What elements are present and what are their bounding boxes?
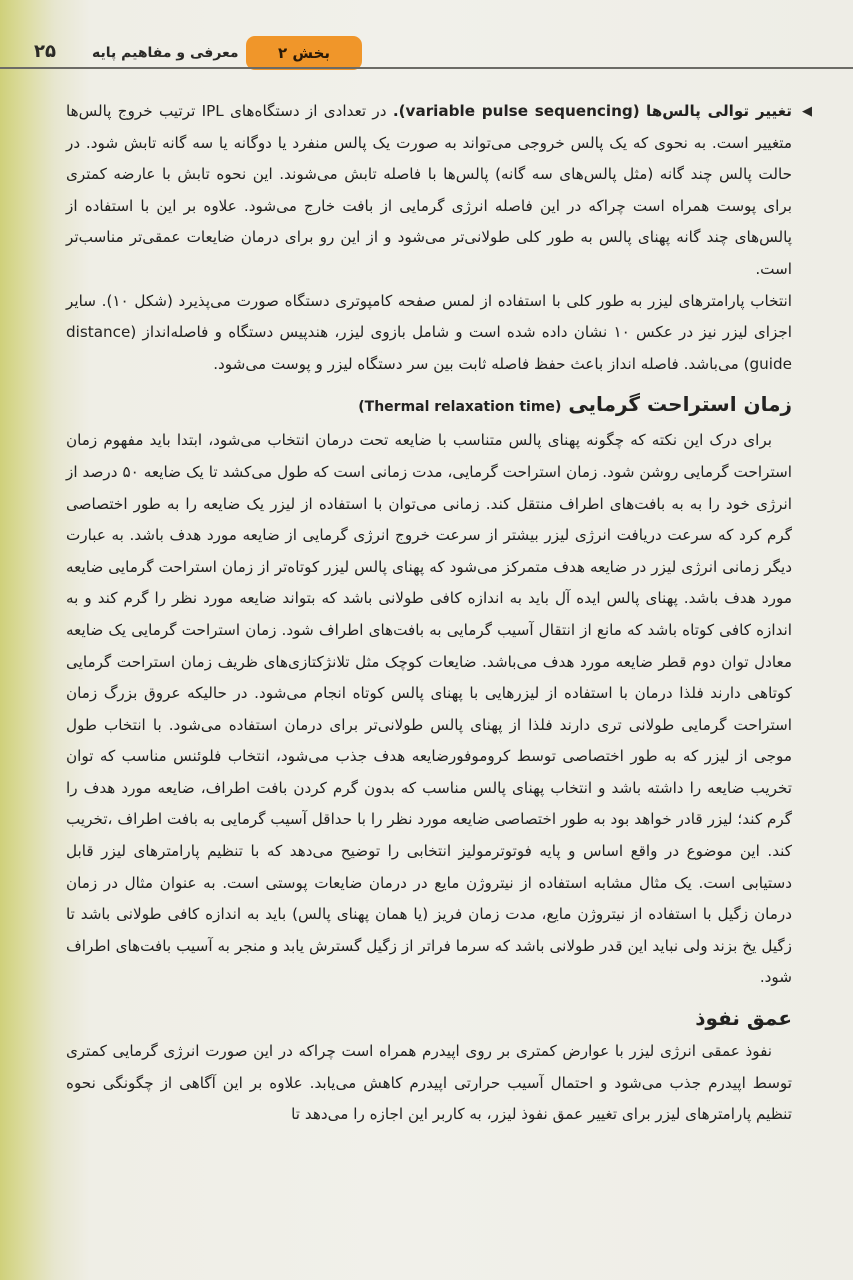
parameter-selection-paragraph: انتخاب پارامترهای لیزر به طور کلی با استفاده از لمس صفحه کامپوتری دستگاه صورت می‌پذیرد (شکل ۱۰). سایر اجزای لیزر نیز در عکس ۱۰ نشان داده شده است و شامل بازوی لیزر، هندپیس دستگاه و فاصله‌انداز (distance guide) می‌باشد. فاصله انداز باعث حفظ فاصله ثابت بین سر دستگاه لیزر و پوست می‌شود.: [66, 291, 792, 373]
thermal-relaxation-latin: (Thermal relaxation time): [358, 399, 562, 416]
thermal-relaxation-title: زمان استراحت گرمایی: [568, 392, 792, 417]
thermal-relaxation-paragraph: برای درک این نکته که چگونه پهنای پالس متناسب با ضایعه تحت درمان انتخاب می‌شود، ابتدا باید مفهوم زمان استراحت گرمایی روشن شود. زمان استراحت گرمایی، مدت زمانی است که طول می‌کشد تا یک ضایعه ۵۰ درصد از انرژی خود را به به بافت‌های اطراف منتقل کند. زمانی می‌توان با استفاده از لیزر یک ضایعه را به طور اختصاصی گرم کرد که سرعت دریافت انرژی لیزر بیشتر از سرعت خروج انرژی گرمایی از ضایعه مورد هدف باشد. به عبارت دیگر زمانی انرژی لیزر در ضایعه هدف متمرکز می‌شود که پهنای پالس لیزر کوتاه‌تر از زمان استراحت گرمایی ضایعه مورد هدف باشد. پهنای پالس ایده آل باید به اندازه کافی طولانی باشد که بتواند ضایعه مورد نظر را گرم کند و به اندازه کافی کوتاه باشد که مانع از انتقال آسیب گرمایی به بافت‌های اطراف شود. زمان استراحت گرمایی یک ضایعه معادل توان دوم قطر ضایعه مورد هدف می‌باشد. ضایعات کوچک مثل تلانژکتازی‌های ظریف زمان استراحت گرمایی کوتاهی دارند فلذا درمان با استفاده از لیزرهایی با پهنای پالس کوتاه انجام می‌شود. در حالیکه عروق بزرگ زمان استراحت گرمایی طولانی تری دارند فلذا از پهنای پالس طولانی‌تر برای درمان استفاده می‌شود. با انتخاب طول موجی از لیزر که به طور اختصاصی توسط کروموفورضایعه هدف جذب می‌شود، انتخاب فلوئنس مناسب که توان تخریب ضایعه را داشته باشد و انتخاب پهنای پالس مناسب که بدون گرم کردن بافت اطراف، ضایعه مورد هدف را گرم کند؛ لیزر قادر خواهد بود به طور اختصاصی ضایعه مورد نظر را با حداقل آسیب گرمایی به بافت اطراف ،تخریب کند. این موضوع در واقع اساس و پایه فوتوترمولیز انتخابی را توضیح می‌دهد که با تنظیم پارامترهای لیزر قابل دستیابی است. یک مثال مشابه استفاده از نیتروژن مایع در درمان ضایعات پوستی است. به عنوان مثال در زمان درمان زگیل با استفاده از نیتروژن مایع، مدت زمان فریز (یا همان پهنای پالس) باید به اندازه کافی طولانی باشد تا زگیل یخ بزند ولی نباید این قدر طولانی باشد که سرما فراتر از زگیل گسترش یابد و منجر به آسیب بافت‌های اطراف شود.: [66, 431, 792, 987]
page-body: [66, 96, 812, 1131]
triangle-bullet-icon: ◀: [802, 104, 812, 119]
thermal-relaxation-heading: [66, 386, 792, 425]
penetration-depth-heading: عمق نفوذ: [695, 1006, 792, 1031]
pulse-sequencing-text: در تعدادی از دستگاه‌های IPL ترتیب خروج پالس‌ها متغییر است. به نحوی که یک پالس خروجی می‌تواند به صورت یک پالس منفرد یا دوگانه یا سه گانه تابش شود. در حالت پالس چند گانه (مثل پالس‌های سه گانه) پالس‌ها با فاصله تابش می‌شوند. این نحوه تابش با عارضه کمتری برای پوست همراه است چراکه در این فاصله انرژی گرمایی از بافت خارج می‌شود. علاوه بر این با استفاده از پالس‌های چند گانه پهنای پالس به طور کلی طولانی‌تر می‌شود و از این رو برای درمان ضایعات عمقی‌تر مناسب‌تر است.: [66, 102, 792, 278]
pulse-sequencing-paragraph: [66, 96, 812, 286]
page-number: ۲۵: [34, 41, 56, 62]
pulse-sequencing-term: تغییر توالی پالس‌ها: [646, 102, 792, 120]
header-rule: [0, 67, 853, 69]
penetration-depth-paragraph: نفوذ عمقی انرژی لیزر با عوارض کمتری بر روی اپیدرم همراه است چراکه در این صورت انرژی گرمایی کمتری توسط اپیدرم جذب می‌شود و احتمال آسیب حرارتی اپیدرم کاهش می‌یابد. علاوه بر این آگاهی از چگونگی نحوه تنظیم پارامترهای لیزر برای تغییر عمق نفوذ لیزر، به کاربر این اجازه را می‌دهد تا: [66, 1042, 792, 1124]
running-title: معرفی و مفاهیم پایه: [92, 45, 239, 61]
chapter-tab: بخش ۲: [246, 36, 362, 70]
pulse-sequencing-latin: (variable pulse sequencing).: [392, 102, 640, 120]
